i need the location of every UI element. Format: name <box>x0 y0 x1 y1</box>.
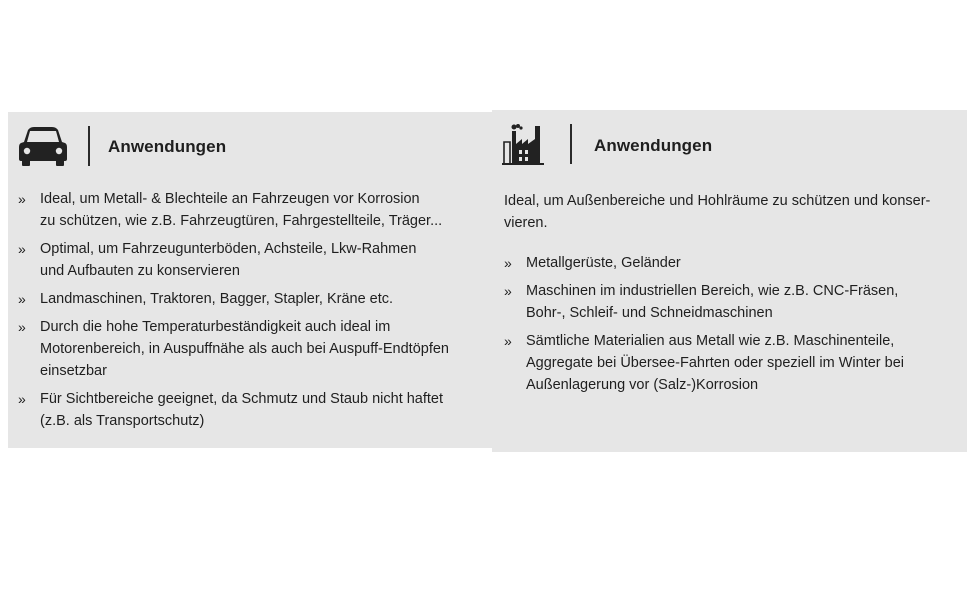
list-item: » Metallgerüste, Geländer <box>502 252 962 274</box>
right-heading: Anwendungen <box>594 136 713 155</box>
right-intro-text: Ideal, um Außenbereiche und Hohlräume zu schützen und konser- vieren. <box>504 193 931 231</box>
right-application-list <box>502 252 962 402</box>
bullet-symbol: » <box>504 283 512 299</box>
bullet-symbol: » <box>504 333 512 349</box>
bullet-symbol: » <box>18 191 26 207</box>
bullet-symbol: » <box>18 319 26 335</box>
car-icon <box>18 126 68 168</box>
left-heading: Anwendungen <box>108 137 227 156</box>
left-panel <box>8 112 492 448</box>
list-item: » Für Sichtbereiche geeignet, da Schmutz und Staub nicht haftet (z.B. als Transportschutz) <box>16 388 486 432</box>
list-item: » Sämtliche Materialien aus Metall wie z.B. Maschinenteile, Aggregate bei Übersee-Fahrten oder speziell im Winter bei Außenlagerung vor (Salz-)Korrosion <box>502 330 962 396</box>
bullet-symbol: » <box>18 241 26 257</box>
left-application-list <box>16 188 486 438</box>
list-item: » Landmaschinen, Traktoren, Bagger, Stapler, Kräne etc. <box>16 288 486 310</box>
right-panel <box>492 110 967 452</box>
bullet-symbol: » <box>18 291 26 307</box>
factory-icon <box>502 122 544 166</box>
heading-divider <box>88 126 90 166</box>
heading-divider <box>570 124 572 164</box>
bullet-symbol: » <box>504 255 512 271</box>
list-item: » Optimal, um Fahrzeugunterböden, Achsteile, Lkw-Rahmen und Aufbauten zu konservieren <box>16 238 486 282</box>
list-item: » Ideal, um Metall- & Blechteile an Fahrzeugen vor Korrosion zu schützen, wie z.B. Fahrzeugtüren, Fahrgestellteile, Träger... <box>16 188 486 232</box>
list-item: » Maschinen im industriellen Bereich, wie z.B. CNC-Fräsen, Bohr-, Schleif- und Schneidmaschinen <box>502 280 962 324</box>
list-item: » Durch die hohe Temperaturbeständigkeit auch ideal im Motorenbereich, in Auspuffnähe als auch bei Auspuff-Endtöpfen einsetzbar <box>16 316 486 382</box>
bullet-symbol: » <box>18 391 26 407</box>
